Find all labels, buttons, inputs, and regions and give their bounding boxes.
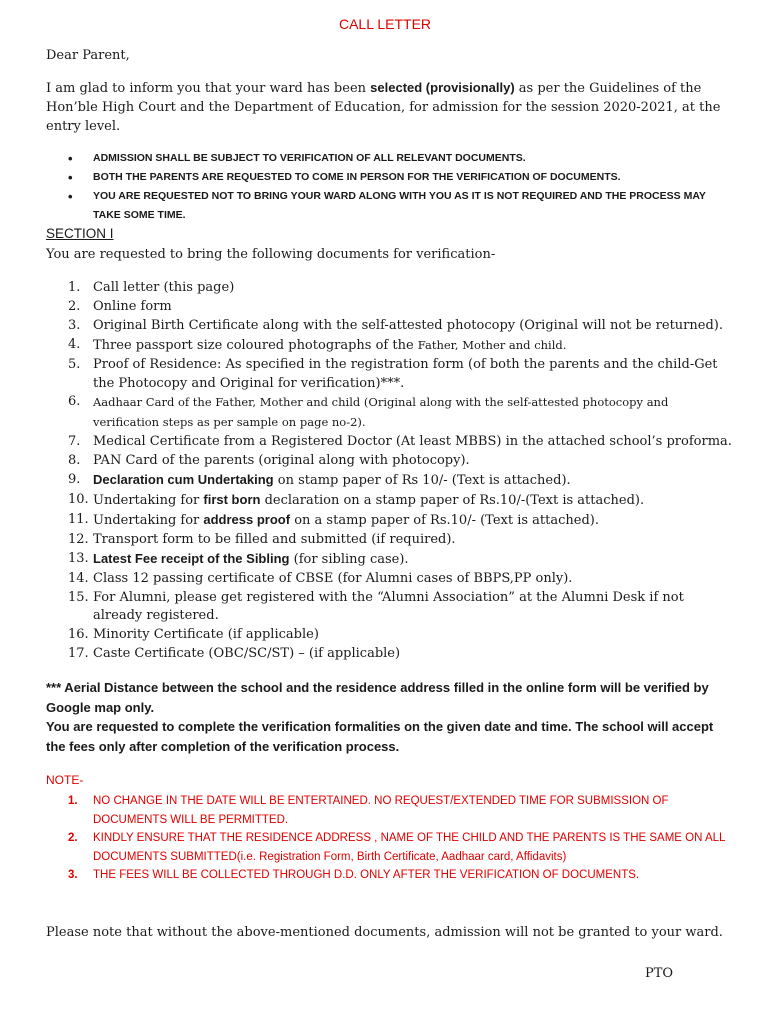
document-number: 2. [68, 298, 81, 314]
document-text-small: Aadhaar Card of the Father, Mother and child (Original along with the self-attested photocopy and verification steps as per sample on page no-2). [93, 395, 669, 430]
document-text-end: declaration on a stamp paper of Rs.10/-(Text is attached). [260, 492, 645, 508]
note-list [46, 792, 736, 885]
document-number: 16. [68, 627, 89, 643]
section-intro: You are requested to bring the following documents for verification- [46, 247, 496, 262]
note-text: KINDLY ENSURE THAT THE RESIDENCE ADDRESS , NAME OF THE CHILD AND THE PARENTS IS THE SAME ON ALL DOCUMENTS SUBMITTED(i.e. Registration Form, Birth Certificate, Aadhaar card, Affidavits) [93, 832, 726, 863]
document-item [46, 645, 736, 664]
salutation: Dear Parent, [46, 48, 130, 63]
document-text-bold: address proof [203, 511, 291, 527]
document-number: 13. [68, 550, 89, 566]
document-text: Undertaking for [93, 492, 204, 508]
document-text-bold: Latest Fee receipt of the Sibling [93, 550, 290, 566]
important-notice [46, 678, 736, 756]
note-item [46, 792, 736, 829]
intro-text-start: I am glad to inform you that your ward has been [46, 81, 371, 96]
document-item [46, 570, 736, 589]
document-text: Call letter (this page) [93, 280, 235, 295]
document-item [46, 298, 736, 317]
document-number: 4. [68, 336, 81, 352]
document-item [46, 626, 736, 645]
document-number: 8. [68, 453, 81, 469]
document-item [46, 491, 736, 511]
intro-paragraph [46, 78, 726, 136]
document-number: 14. [68, 570, 89, 586]
bullet-item: • YOU ARE REQUESTED NOT TO BRING YOUR WARD ALONG WITH YOU AS IT IS NOT REQUIRED AND THE PROCESS MAY TAKE SOME TIME. [46, 187, 726, 225]
document-number: 9. [68, 472, 81, 488]
document-list [46, 279, 736, 664]
document-number: 11. [68, 511, 89, 527]
document-text: Caste Certificate (OBC/SC/ST) – (if applicable) [93, 646, 401, 662]
aerial-distance-notice: *** Aerial Distance between the school and the residence address filled in the online form will be verified by Google map only. [46, 680, 709, 715]
document-text-end: on a stamp paper of Rs.10/- (Text is attached). [290, 512, 599, 528]
document-item [46, 356, 736, 394]
document-text: For Alumni, please get registered with the “Alumni Association” at the Alumni Desk if not already registered. [93, 589, 684, 624]
document-item [46, 531, 736, 550]
note-number: 3. [68, 869, 78, 881]
document-number: 17. [68, 646, 89, 662]
closing-statement: Please note that without the above-mentioned documents, admission will not be granted to your ward. [46, 925, 723, 940]
document-number: 6. [68, 394, 81, 410]
note-number: 1. [68, 795, 78, 807]
bullet-item: • ADMISSION SHALL BE SUBJECT TO VERIFICATION OF ALL RELEVANT DOCUMENTS. [46, 149, 726, 168]
document-text: Medical Certificate from a Registered Doctor (At least MBBS) in the attached school’s proforma. [93, 434, 732, 450]
document-text: Transport form to be filled and submitted (if required). [93, 531, 456, 547]
document-number: 10. [68, 491, 89, 507]
document-text-bold: Declaration cum Undertaking [93, 472, 274, 488]
document-number: 3. [68, 317, 81, 333]
document-text: Original Birth Certificate along with the self-attested photocopy (Original will not be returned). [93, 317, 723, 333]
document-text: Three passport size coloured photographs of the [93, 337, 418, 353]
document-text-end: on stamp paper of Rs 10/- (Text is attached). [273, 473, 571, 489]
intro-emphasis: selected (provisionally) [370, 80, 515, 95]
document-number: 5. [68, 356, 81, 372]
document-item [46, 550, 736, 570]
note-text: NO CHANGE IN THE DATE WILL BE ENTERTAINED. NO REQUEST/EXTENDED TIME FOR SUBMISSION OF DOCUMENTS WILL BE PERMITTED. [93, 795, 669, 826]
document-number: 1. [68, 280, 81, 295]
section-heading: SECTION I [46, 226, 114, 241]
note-number: 2. [68, 832, 78, 844]
document-number: 12. [68, 531, 89, 547]
document-text-end: (for sibling case). [289, 551, 409, 567]
document-item [46, 317, 736, 336]
page-title: CALL LETTER [338, 16, 432, 32]
document-text: Minority Certificate (if applicable) [93, 627, 319, 643]
document-item [46, 433, 736, 452]
instruction-bullets [46, 149, 726, 225]
document-item [46, 471, 736, 491]
intro-text-end: as per the Guidelines of the Hon’ble High Court and the Department of Education, for admission for the session 2020-2021, at the entry level. [46, 81, 721, 134]
note-item [46, 829, 736, 866]
pto-label: PTO [645, 966, 674, 981]
document-text: PAN Card of the parents (original along with photocopy). [93, 453, 470, 469]
bullet-item: • BOTH THE PARENTS ARE REQUESTED TO COME IN PERSON FOR THE VERIFICATION OF DOCUMENTS. [46, 168, 726, 187]
document-item [46, 452, 736, 471]
document-number: 15. [68, 589, 89, 605]
document-text-small: Father, Mother and child. [417, 337, 567, 352]
document-item [46, 511, 736, 531]
document-number: 7. [68, 434, 81, 450]
document-item [46, 589, 736, 627]
document-item [46, 393, 736, 433]
document-text-bold: first born [203, 491, 261, 507]
document-text: Undertaking for [93, 512, 204, 528]
document-item [46, 279, 736, 298]
document-text: Class 12 passing certificate of CBSE (for Alumni cases of BBPS,PP only). [93, 570, 573, 586]
note-item [46, 866, 736, 885]
document-text: Online form [93, 298, 172, 314]
document-text: Proof of Residence: As specified in the registration form (of both the parents and the child-Get the Photocopy and Original for verification)***. [93, 356, 718, 391]
document-item [46, 336, 736, 356]
note-heading: NOTE- [46, 773, 84, 787]
verification-notice: You are requested to complete the verification formalities on the given date and time. The school will accept the fees only after completion of the verification process. [46, 719, 714, 754]
note-text: THE FEES WILL BE COLLECTED THROUGH D.D. ONLY AFTER THE VERIFICATION OF DOCUMENTS. [93, 869, 640, 881]
